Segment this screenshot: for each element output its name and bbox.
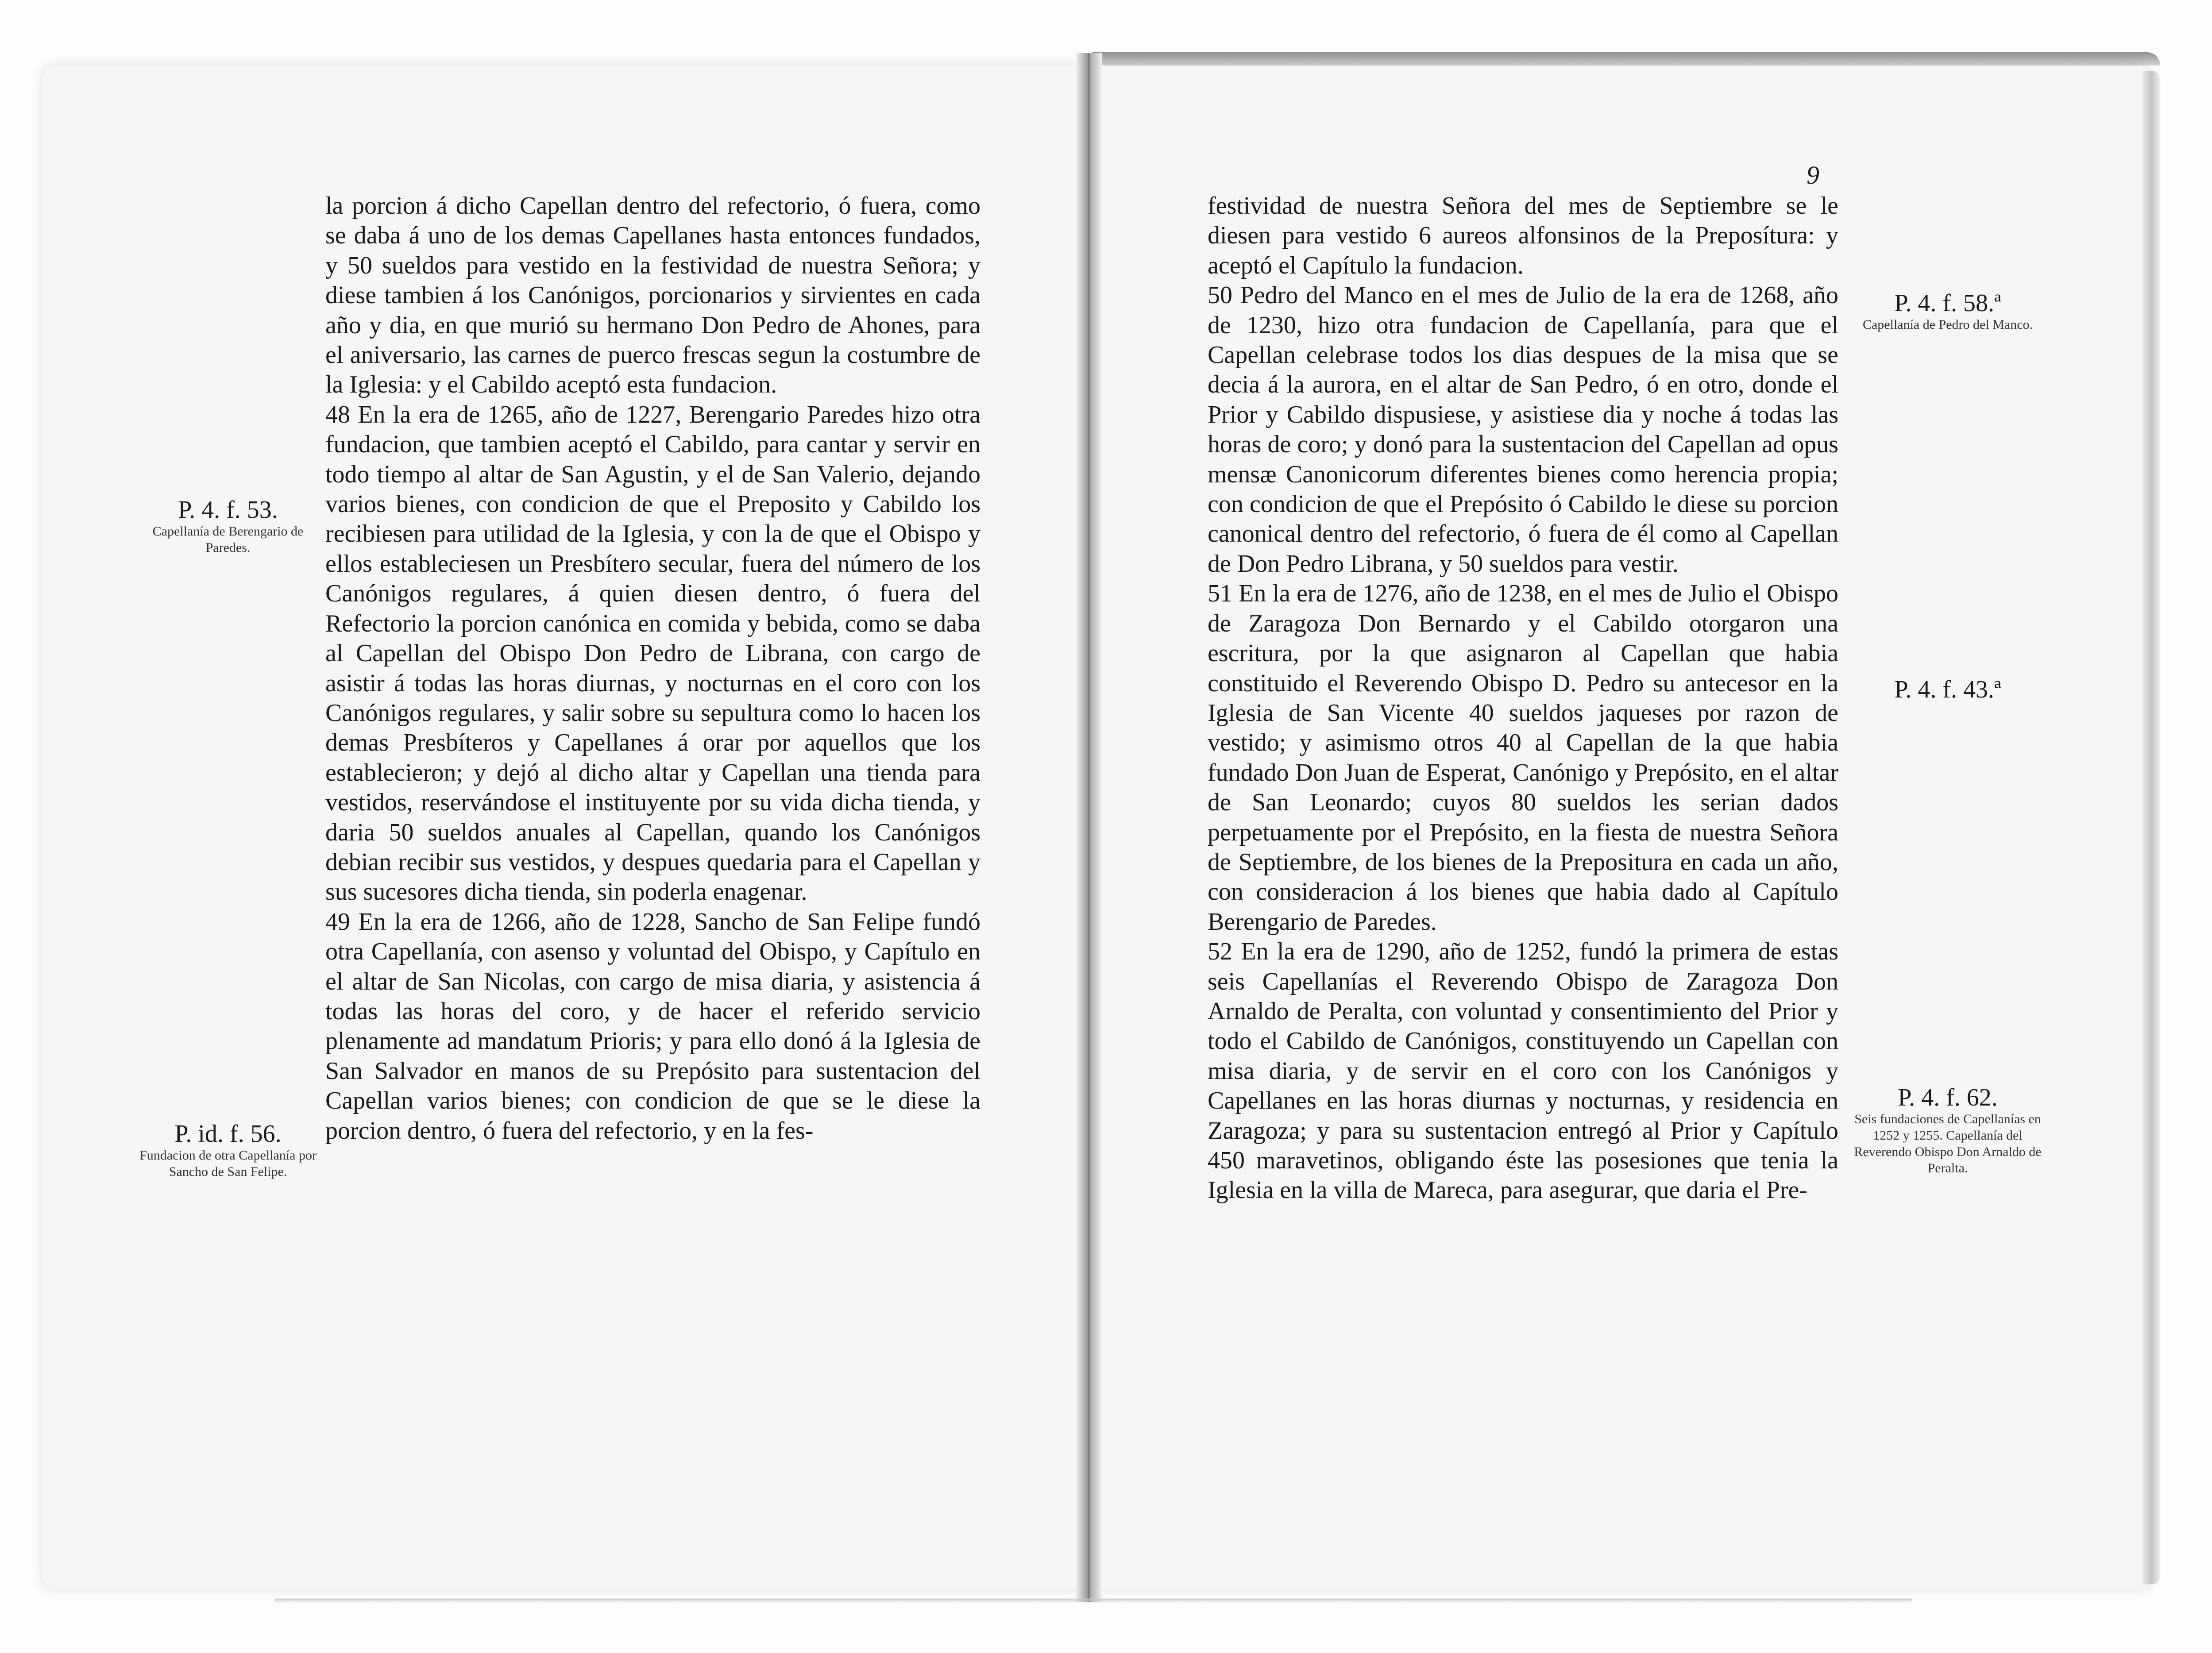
- margin-note-reference: P. id. f. 56.: [174, 1120, 282, 1148]
- margin-note-right-3: [1846, 1084, 2050, 1176]
- paragraph-52: 52 En la era de 1290, año de 1252, fundó la primera de estas seis Capellanías el Reverendo Obispo de Zaragoza Don Arnaldo de Peralta, con voluntad y consentimiento del Prior y todo el Cabildo de Canónigos, constituyendo un Capellan con misa diaria, y de servir en el coro con los Canónigos y Capellanes en las horas diurnas y nocturnas, y residencia en Zaragoza; y para su sustentacion entregó al Prior y Capítulo 450 maravetinos, obligando éste las posesiones que tenia la Iglesia en la villa de Mareca, para asegurar, que daria el Pre-: [1208, 938, 1838, 1204]
- page-number: 9: [1807, 161, 1819, 189]
- book-top-edge: [1089, 52, 2160, 66]
- margin-note-left-2: [133, 1121, 323, 1180]
- book-gutter: [1076, 53, 1102, 1602]
- paragraph-continuation: festividad de nuestra Señora del mes de Septiembre se le diesen para vestido 6 aureos alfonsinos de la Preposítura: y aceptó el Capítulo la fundacion.: [1208, 192, 1838, 279]
- right-text-column: [1208, 191, 1838, 1206]
- margin-note-text: Capellanía de Berengario de Paredes.: [152, 524, 304, 555]
- margin-note-text: Seis fundaciones de Capellanías en 1252 y 1255. Capellanía del Reverendo Obispo Don Arnaldo de Peralta.: [1854, 1112, 2042, 1175]
- margin-note-left-1: [133, 497, 323, 556]
- left-text-column: [325, 191, 981, 1146]
- margin-note-reference: P. 4. f. 58.ª: [1894, 289, 2001, 317]
- margin-note-reference: P. 4. f. 62.: [1898, 1084, 1998, 1111]
- margin-note-reference: P. 4. f. 53.: [178, 496, 278, 524]
- book-fore-edge: [2143, 71, 2160, 1584]
- paragraph-48: 48 En la era de 1265, año de 1227, Berengario Paredes hizo otra fundacion, que tambien aceptó el Cabildo, para cantar y servir en todo tiempo al altar de San Agustin, y el de San Valerio, dejando varios bienes, con condicion de que el Preposito y Cabildo los recibiesen para utilidad de la Iglesia, y con la de que el Obispo y ellos estableciesen un Presbítero secular, fuera del número de los Canónigos regulares, á quien diesen dentro, ó fuera del Refectorio la porcion canónica en comida y bebida, como se daba al Capellan del Obispo Don Pedro de Librana, con cargo de asistir á todas las horas diurnas, y nocturnas en el coro con los Canónigos regulares, y salir sobre su sepultura como lo hacen los demas Presbíteros y Capellanes á orar por aquellos que los establecieron; y dejó al dicho altar y Capellan una tienda para vestidos, reservándose el instituyente por su vida dicha tienda, y daria 50 sueldos anuales al Capellan, quando los Canónigos debian recibir sus vestidos, y despues quedaria para el Capellan y sus sucesores dicha tienda, sin poderla enagenar.: [325, 401, 981, 906]
- paragraph-51: 51 En la era de 1276, año de 1238, en el mes de Julio el Obispo de Zaragoza Don Bernardo y el Cabildo otorgaron una escritura, por la que asignaron al Capellan que habia constituido el Reverendo Obispo D. Pedro su antecesor en la Iglesia de San Vicente 40 sueldos jaqueses por razon de vestido; y asimismo otros 40 al Capellan de la que habia fundado Don Juan de Esperat, Canónigo y Prepósito, en el altar de San Leonardo; cuyos 80 sueldos les serian dados perpetuamente por el Prepósito, en la fiesta de nuestra Señora de Septiembre, de los bienes de la Prepositura en cada un año, con consideracion á los bienes que habia dado al Capítulo Berengario de Paredes.: [1208, 580, 1838, 936]
- margin-note-text: Fundacion de otra Capellanía por Sancho de San Felipe.: [139, 1148, 317, 1179]
- margin-note-reference: P. 4. f. 43.ª: [1894, 676, 2001, 703]
- margin-note-text: Capellanía de Pedro del Manco.: [1862, 317, 2033, 332]
- paragraph-49: 49 En la era de 1266, año de 1228, Sancho de San Felipe fundó otra Capellanía, con asenso y voluntad del Obispo, y Capítulo en el altar de San Nicolas, con cargo de misa diaria, y asistencia á todas las horas del coro, y de hacer el referido servicio plenamente ad mandatum Prioris; y para ello donó á la Iglesia de San Salvador en manos de su Prepósito para sustentacion del Capellan varios bienes; con condicion de que se le diese la porcion dentro, ó fuera del refectorio, y en la fes-: [325, 908, 981, 1144]
- paragraph-50: 50 Pedro del Manco en el mes de Julio de la era de 1268, año de 1230, hizo otra fundacion de Capellanía, para que el Capellan celebrase todos los dias despues de la misa que se decia á la aurora, en el altar de San Pedro, ó en otro, donde el Prior y Cabildo dispusiese, y asistiese dia y noche á todas las horas de coro; y donó para la sustentacion del Capellan ad opus mensæ Canonicorum diferentes bienes como herencia propia; con condicion de que el Prepósito ó Cabildo le diese su porcion canonical dentro del refectorio, ó fuera de él como al Capellan de Don Pedro Librana, y 50 sueldos para vestir.: [1208, 281, 1838, 578]
- paragraph-continuation: la porcion á dicho Capellan dentro del refectorio, ó fuera, como se daba á uno de los demas Capellanes hasta entonces fundados, y 50 sueldos para vestido en la festividad de nuestra Señora; y diese tambien á los Canónigos, porcionarios y sirvientes en cada año y dia, en que murió su hermano Don Pedro de Ahones, para el aniversario, las carnes de puerco frescas segun la costumbre de la Iglesia: y el Cabildo aceptó esta fundacion.: [325, 192, 981, 399]
- book-bottom-edge: [274, 1599, 1912, 1603]
- margin-note-right-2: [1846, 676, 2050, 703]
- margin-note-right-1: [1846, 290, 2050, 333]
